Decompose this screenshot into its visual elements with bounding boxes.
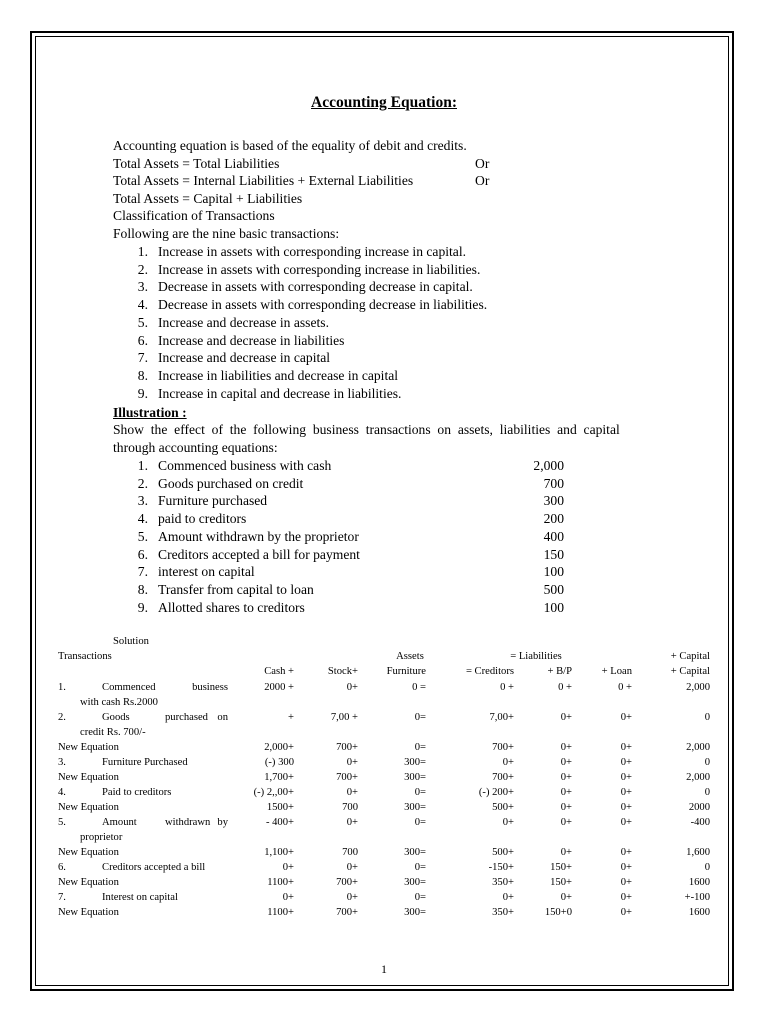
illustration-item-amount: 150: [543, 546, 564, 562]
list-item-text: Increase in assets with corresponding increase in capital.: [158, 244, 467, 259]
row-label-new-equation: New Equation: [58, 907, 119, 918]
table-cell: 700+: [336, 877, 358, 888]
intro-line-suffix: Or: [475, 173, 490, 188]
table-cell: 0+: [560, 802, 572, 813]
row-description: Furniture Purchased: [102, 757, 188, 768]
row-number: 7.: [58, 892, 66, 903]
table-cell: 0: [704, 787, 710, 798]
table-cell: 1100+: [267, 907, 294, 918]
table-cell: 1500+: [266, 802, 294, 813]
table-cell: 150+: [550, 862, 572, 873]
table-cell: 0+: [346, 817, 358, 828]
table-cell: 500+: [492, 847, 514, 858]
row-number: 2.: [58, 712, 66, 723]
illustration-item-text: Transfer from capital to loan: [158, 581, 314, 597]
row-description-continued: credit Rs. 700/-: [80, 727, 146, 738]
column-header: + B/P: [547, 666, 572, 677]
row-description-word: Goods: [102, 712, 130, 723]
table-cell: 2000 +: [264, 682, 294, 693]
illustration-heading: Illustration :: [113, 405, 187, 420]
illustration-item-text: Commenced business with cash: [158, 458, 332, 473]
table-cell: - 400+: [265, 817, 294, 828]
table-cell: 0+: [502, 757, 514, 768]
row-number: 4.: [58, 787, 66, 798]
illustration-item-number: 8.: [137, 581, 148, 597]
list-item-number: 8.: [137, 367, 148, 383]
table-cell: 0=: [414, 862, 426, 873]
row-description-word: Commenced: [102, 682, 156, 693]
row-number: 5.: [58, 817, 66, 828]
table-cell: 2000: [688, 802, 710, 813]
column-header-capital: + Capital: [670, 651, 710, 662]
table-cell: 300=: [404, 847, 426, 858]
table-cell: -150+: [488, 862, 514, 873]
table-cell: 0+: [620, 907, 632, 918]
table-cell: 0+: [560, 742, 572, 753]
illustration-intro-line: Show the effect of the following business transactions on assets, liabilities and capital: [113, 422, 620, 437]
table-cell: 0+: [346, 787, 358, 798]
list-item-number: 9.: [137, 385, 148, 401]
row-description: Creditors accepted a bill: [102, 862, 206, 873]
illustration-item-text: Allotted shares to creditors: [158, 599, 305, 615]
row-label-new-equation: New Equation: [58, 802, 119, 813]
illustration-item-number: 3.: [137, 493, 148, 509]
table-cell: 0+: [560, 892, 572, 903]
table-cell: 0+: [620, 877, 632, 888]
table-cell: -400: [690, 817, 710, 828]
row-label-new-equation: New Equation: [58, 772, 119, 783]
illustration-item-text: paid to creditors: [158, 511, 247, 527]
table-cell: 0+: [560, 757, 572, 768]
illustration-item-text: Amount withdrawn by the proprietor: [158, 528, 359, 544]
table-cell: (-) 300: [264, 757, 294, 768]
column-header-assets: Assets: [396, 651, 424, 662]
list-item-text: Increase in liabilities and decrease in capital: [158, 367, 399, 383]
list-item-text: Increase in capital and decrease in liabilities.: [158, 385, 402, 401]
illustration-item-amount: 200: [543, 511, 564, 527]
table-cell: 0+: [620, 817, 632, 828]
table-cell: 0+: [620, 712, 632, 723]
list-item-text: Decrease in assets with corresponding decrease in capital.: [158, 279, 473, 295]
table-cell: 1,700+: [264, 772, 294, 783]
row-label-new-equation: New Equation: [58, 847, 119, 858]
table-cell: 700: [342, 802, 358, 813]
list-item-text: Increase and decrease in liabilities: [158, 332, 345, 348]
row-label-new-equation: New Equation: [58, 742, 119, 753]
column-header: Cash +: [264, 666, 294, 677]
list-item-number: 3.: [137, 279, 148, 295]
row-number: 3.: [58, 757, 66, 768]
list-item-text: Increase in assets with corresponding increase in liabilities.: [158, 261, 481, 277]
list-item-text: Increase and decrease in assets.: [158, 314, 329, 330]
table-cell: 0+: [620, 802, 632, 813]
solution-label: Solution: [113, 636, 149, 647]
table-cell: 0=: [414, 712, 426, 723]
table-cell: 150+: [550, 877, 572, 888]
row-number: 6.: [58, 862, 66, 873]
illustration-item-number: 4.: [137, 511, 148, 527]
illustration-intro-line: through accounting equations:: [113, 440, 278, 455]
table-cell: 0 +: [618, 682, 632, 693]
illustration-item-text: Furniture purchased: [158, 493, 268, 509]
table-cell: 7,00 +: [330, 712, 358, 723]
table-cell: 300=: [404, 907, 426, 918]
intro-line: Classification of Transactions: [113, 208, 275, 223]
illustration-item-number: 1.: [137, 458, 148, 473]
table-cell: 0=: [414, 817, 426, 828]
table-cell: 0+: [560, 787, 572, 798]
table-cell: 700: [342, 847, 358, 858]
table-cell: 500+: [492, 802, 514, 813]
row-description-word: Amount: [102, 817, 137, 828]
row-description-word: business: [192, 682, 228, 693]
list-item-number: 5.: [137, 314, 148, 330]
table-cell: 0+: [346, 682, 358, 693]
intro-line-suffix: Or: [475, 155, 490, 171]
table-cell: 0+: [282, 862, 294, 873]
intro-line: Total Assets = Total Liabilities: [113, 155, 280, 171]
list-item-number: 1.: [137, 244, 148, 259]
illustration-item-text: interest on capital: [158, 564, 255, 580]
illustration-item-amount: 100: [543, 599, 564, 615]
row-description-continued: with cash Rs.2000: [80, 697, 158, 708]
table-cell: 0+: [620, 742, 632, 753]
row-number: 1.: [58, 682, 66, 693]
list-item-number: 7.: [137, 350, 148, 366]
table-cell: 300=: [404, 772, 426, 783]
table-cell: 1,100+: [264, 847, 294, 858]
row-description-word: withdrawn: [165, 817, 211, 828]
illustration-item-number: 6.: [137, 546, 148, 562]
list-item-number: 6.: [137, 332, 148, 348]
row-description: Paid to creditors: [102, 787, 172, 798]
table-cell: 0+: [620, 772, 632, 783]
table-cell: 0 +: [558, 682, 572, 693]
illustration-item-number: 2.: [137, 475, 148, 491]
table-cell: 0+: [502, 817, 514, 828]
table-cell: 0 =: [412, 682, 426, 693]
illustration-item-amount: 700: [543, 475, 564, 491]
table-cell: 0+: [620, 787, 632, 798]
table-cell: 0+: [560, 712, 572, 723]
table-cell: +: [288, 712, 294, 723]
page-title: Accounting Equation:: [311, 94, 457, 111]
table-cell: 1600: [688, 877, 710, 888]
illustration-item-number: 7.: [137, 564, 148, 580]
table-cell: 2,000+: [264, 742, 294, 753]
row-description: Interest on capital: [102, 892, 178, 903]
table-cell: 700+: [336, 742, 358, 753]
table-cell: 0+: [560, 817, 572, 828]
table-cell: 0+: [620, 757, 632, 768]
illustration-item-amount: 2,000: [533, 458, 564, 473]
row-label-new-equation: New Equation: [58, 877, 119, 888]
table-cell: 2,000: [686, 772, 710, 783]
column-header: Furniture: [386, 666, 426, 677]
table-cell: +-100: [684, 892, 710, 903]
table-cell: 0=: [414, 787, 426, 798]
list-item-text: Decrease in assets with corresponding decrease in liabilities.: [158, 297, 488, 313]
table-cell: 0+: [620, 892, 632, 903]
table-cell: 300=: [404, 802, 426, 813]
intro-line: Accounting equation is based of the equality of debit and credits.: [113, 138, 467, 153]
table-cell: 350+: [492, 877, 514, 888]
illustration-item-amount: 500: [543, 581, 564, 597]
row-description-word: on: [217, 712, 228, 723]
table-cell: (-) 200+: [478, 787, 514, 798]
table-cell: 0 +: [500, 682, 514, 693]
column-header: + Capital: [670, 666, 710, 677]
illustration-item-text: Creditors accepted a bill for payment: [158, 546, 360, 562]
intro-line: Total Assets = Capital + Liabilities: [113, 190, 303, 206]
table-cell: 0: [704, 712, 710, 723]
table-cell: 0+: [346, 757, 358, 768]
table-cell: 0: [704, 757, 710, 768]
table-cell: 150+0: [544, 907, 572, 918]
column-header-liabilities: = Liabilities: [510, 651, 562, 662]
table-cell: 0+: [560, 772, 572, 783]
row-description-continued: proprietor: [80, 832, 123, 843]
table-cell: 0: [704, 862, 710, 873]
table-cell: 0+: [502, 892, 514, 903]
table-cell: 700+: [492, 772, 514, 783]
illustration-item-number: 5.: [137, 528, 148, 544]
illustration-item-amount: 300: [543, 493, 564, 509]
illustration-item-number: 9.: [137, 599, 148, 615]
list-item-text: Increase and decrease in capital: [158, 350, 331, 366]
table-cell: 700+: [492, 742, 514, 753]
table-cell: (-) 2,,00+: [253, 787, 294, 798]
table-cell: 700+: [336, 772, 358, 783]
table-cell: 0+: [620, 847, 632, 858]
row-description-word: by: [217, 817, 228, 828]
table-cell: 1600: [688, 907, 710, 918]
table-cell: 0+: [346, 892, 358, 903]
table-cell: 2,000: [686, 682, 710, 693]
table-cell: 2,000: [686, 742, 710, 753]
row-description-word: purchased: [165, 712, 208, 723]
intro-line: Total Assets = Internal Liabilities + External Liabilities: [113, 173, 414, 188]
illustration-item-text: Goods purchased on credit: [158, 475, 304, 491]
page-number: 1: [381, 962, 387, 976]
table-cell: 350+: [492, 907, 514, 918]
column-header: = Creditors: [465, 666, 514, 677]
table-cell: 300=: [404, 877, 426, 888]
table-cell: 1,600: [686, 847, 710, 858]
table-cell: 0=: [414, 892, 426, 903]
table-cell: 7,00+: [489, 712, 514, 723]
table-cell: 0=: [414, 742, 426, 753]
list-item-number: 2.: [137, 261, 148, 277]
table-cell: 0+: [282, 892, 294, 903]
column-header-transactions: Transactions: [58, 651, 112, 662]
intro-line: Following are the nine basic transactions:: [113, 225, 340, 241]
table-cell: 0+: [560, 847, 572, 858]
illustration-item-amount: 400: [543, 528, 564, 544]
column-header: + Loan: [601, 666, 632, 677]
table-cell: 0+: [620, 862, 632, 873]
list-item-number: 4.: [137, 297, 148, 313]
table-cell: 0+: [346, 862, 358, 873]
table-cell: 700+: [336, 907, 358, 918]
illustration-item-amount: 100: [543, 564, 564, 580]
column-header: Stock+: [327, 666, 358, 677]
table-cell: 1100+: [267, 877, 294, 888]
table-cell: 300=: [404, 757, 426, 768]
